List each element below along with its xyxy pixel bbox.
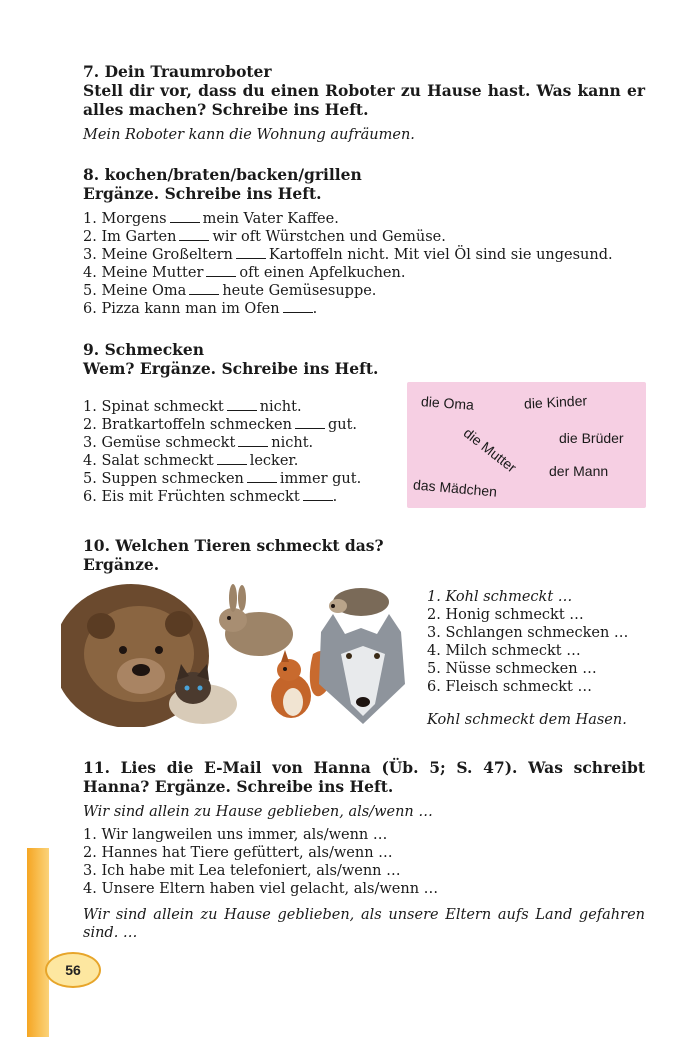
word-die-oma: die Oma xyxy=(420,393,475,413)
list-item: 3. Gemüse schmeckt nicht. xyxy=(83,435,314,451)
blank-line xyxy=(247,470,277,483)
blank-line xyxy=(303,488,333,501)
task10-title: 10. Welchen Tieren schmeckt das? xyxy=(83,536,384,555)
blank-line xyxy=(295,416,325,429)
blank-line xyxy=(283,300,313,313)
task11-title: 11. Lies die E-Mail von Hanna (Üb. 5; S. 47). Was schreibt Hanna? Ergänze. Schreibe ins Heft. xyxy=(83,758,645,796)
task8-instruction: Ergänze. Schreibe ins Heft. xyxy=(83,184,322,203)
word-der-mann: der Mann xyxy=(549,463,609,479)
task7-example: Mein Roboter kann die Wohnung aufräumen. xyxy=(83,127,415,143)
task11-list xyxy=(83,826,438,898)
task11-prompt: Wir sind allein zu Hause geblieben, als/wenn … xyxy=(83,804,433,820)
list-item: 2. Im Garten wir oft Würstchen und Gemüse. xyxy=(83,229,446,245)
blank-line xyxy=(217,452,247,465)
animals-illustration xyxy=(61,584,411,727)
list-item: 5. Suppen schmecken immer gut. xyxy=(83,471,362,487)
list-item: 1. Morgens mein Vater Kaffee. xyxy=(83,211,339,227)
blank-line xyxy=(189,282,219,295)
list-item: 3. Ich habe mit Lea telefoniert, als/wenn … xyxy=(83,863,401,879)
word-box xyxy=(407,382,646,508)
blank-line xyxy=(179,228,209,241)
task8-title: 8. kochen/braten/backen/grillen xyxy=(83,165,362,184)
list-item: 2. Bratkartoffeln schmecken gut. xyxy=(83,417,358,433)
list-item: 5. Nüsse schmecken … xyxy=(427,661,597,677)
blank-line xyxy=(170,210,200,223)
task10-list xyxy=(427,588,628,696)
task9-instruction: Wem? Ergänze. Schreibe ins Heft. xyxy=(83,359,379,378)
list-item: 5. Meine Oma heute Gemüsesuppe. xyxy=(83,283,377,299)
task9-title: 9. Schmecken xyxy=(83,340,205,359)
task11-example: Wir sind allein zu Hause geblieben, als unsere Eltern aufs Land gefahren sind. … xyxy=(83,907,645,941)
task8-list xyxy=(83,210,613,318)
task10-instruction: Ergänze. xyxy=(83,555,160,574)
list-item: 3. Schlangen schmecken … xyxy=(427,625,629,641)
word-die-mutter: die Mutter xyxy=(460,424,520,476)
blank-line xyxy=(206,264,236,277)
page-number: 56 xyxy=(45,952,101,988)
animals-picture xyxy=(61,584,411,727)
list-item: 2. Honig schmeckt … xyxy=(427,607,584,623)
list-item: 2. Hannes hat Tiere gefüttert, als/wenn … xyxy=(83,845,393,861)
task7-title: 7. Dein Traumroboter xyxy=(83,62,272,81)
task7-instruction: Stell dir vor, dass du einen Roboter zu Hause hast. Was kann er alles machen? Schreibe ins Heft. xyxy=(83,81,645,119)
word-das-maedchen: das Mädchen xyxy=(412,476,498,500)
margin-bar xyxy=(27,848,49,1037)
blank-line xyxy=(236,246,266,259)
list-item: 4. Meine Mutter oft einen Apfelkuchen. xyxy=(83,265,406,281)
list-item: 1. Spinat schmeckt nicht. xyxy=(83,399,302,415)
task9-list xyxy=(83,398,361,506)
task10-example: Kohl schmeckt dem Hasen. xyxy=(427,712,627,728)
list-item: 6. Eis mit Früchten schmeckt . xyxy=(83,489,338,505)
blank-line xyxy=(227,398,257,411)
word-die-brueder: die Brüder xyxy=(559,430,624,446)
list-item: 4. Milch schmeckt … xyxy=(427,643,581,659)
list-item: 4. Salat schmeckt lecker. xyxy=(83,453,299,469)
word-die-kinder: die Kinder xyxy=(523,392,588,412)
list-item: 4. Unsere Eltern haben viel gelacht, als/wenn … xyxy=(83,881,439,897)
blank-line xyxy=(238,434,268,447)
list-item: 6. Pizza kann man im Ofen . xyxy=(83,301,318,317)
list-item: 6. Fleisch schmeckt … xyxy=(427,679,592,695)
list-item: 1. Kohl schmeckt … xyxy=(427,589,573,605)
list-item: 1. Wir langweilen uns immer, als/wenn … xyxy=(83,827,388,843)
list-item: 3. Meine Großeltern Kartoffeln nicht. Mit viel Öl sind sie ungesund. xyxy=(83,247,613,263)
